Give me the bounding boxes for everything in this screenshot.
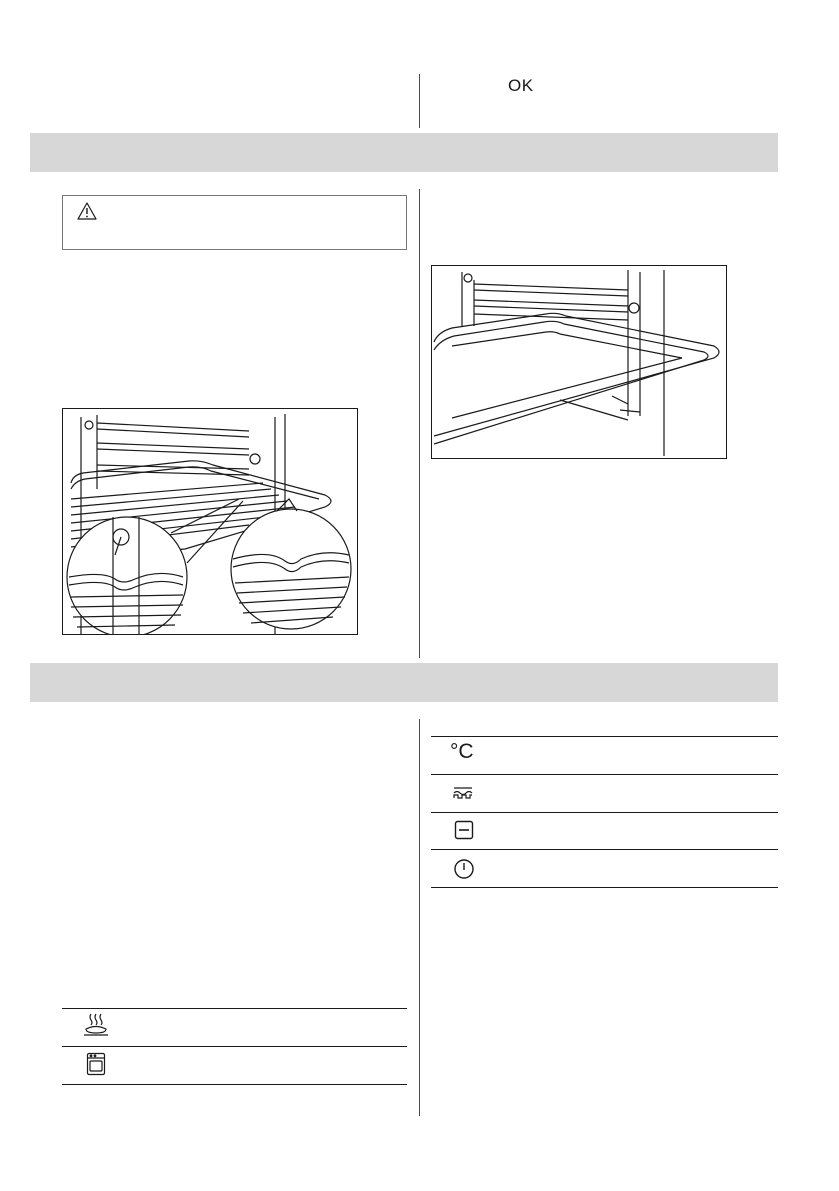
- minus-square-icon: [454, 820, 474, 840]
- wire-shelf-illustration: [62, 408, 358, 635]
- left-table-rule-1: [62, 1008, 407, 1009]
- baking-tray-illustration: [431, 265, 727, 459]
- right-table-rule-4: [431, 849, 778, 850]
- warning-triangle-icon: [77, 202, 97, 220]
- column-divider-section-2: [419, 719, 420, 1116]
- heatup-indicator-icon: [452, 784, 474, 802]
- column-divider-top: [419, 74, 420, 128]
- steam-dish-icon: [82, 1012, 110, 1038]
- left-table-rule-3: [62, 1084, 407, 1085]
- right-table-rule-2: [431, 774, 778, 775]
- left-table-rule-2: [62, 1046, 407, 1047]
- baking-tray-drawing: [432, 266, 727, 459]
- wire-shelf-drawing: [63, 409, 358, 635]
- right-table-rule-1: [431, 736, 778, 737]
- section-header-band-1: [30, 133, 778, 172]
- oven-icon: [86, 1052, 106, 1076]
- right-table-rule-5: [431, 887, 778, 888]
- ok-button-label: OK: [508, 76, 534, 95]
- clock-icon: [453, 858, 475, 880]
- column-divider-section-1: [419, 189, 420, 658]
- right-table-rule-3: [431, 812, 778, 813]
- section-header-band-2: [30, 663, 778, 702]
- warning-box: [62, 195, 407, 250]
- celsius-icon: °C: [450, 740, 474, 763]
